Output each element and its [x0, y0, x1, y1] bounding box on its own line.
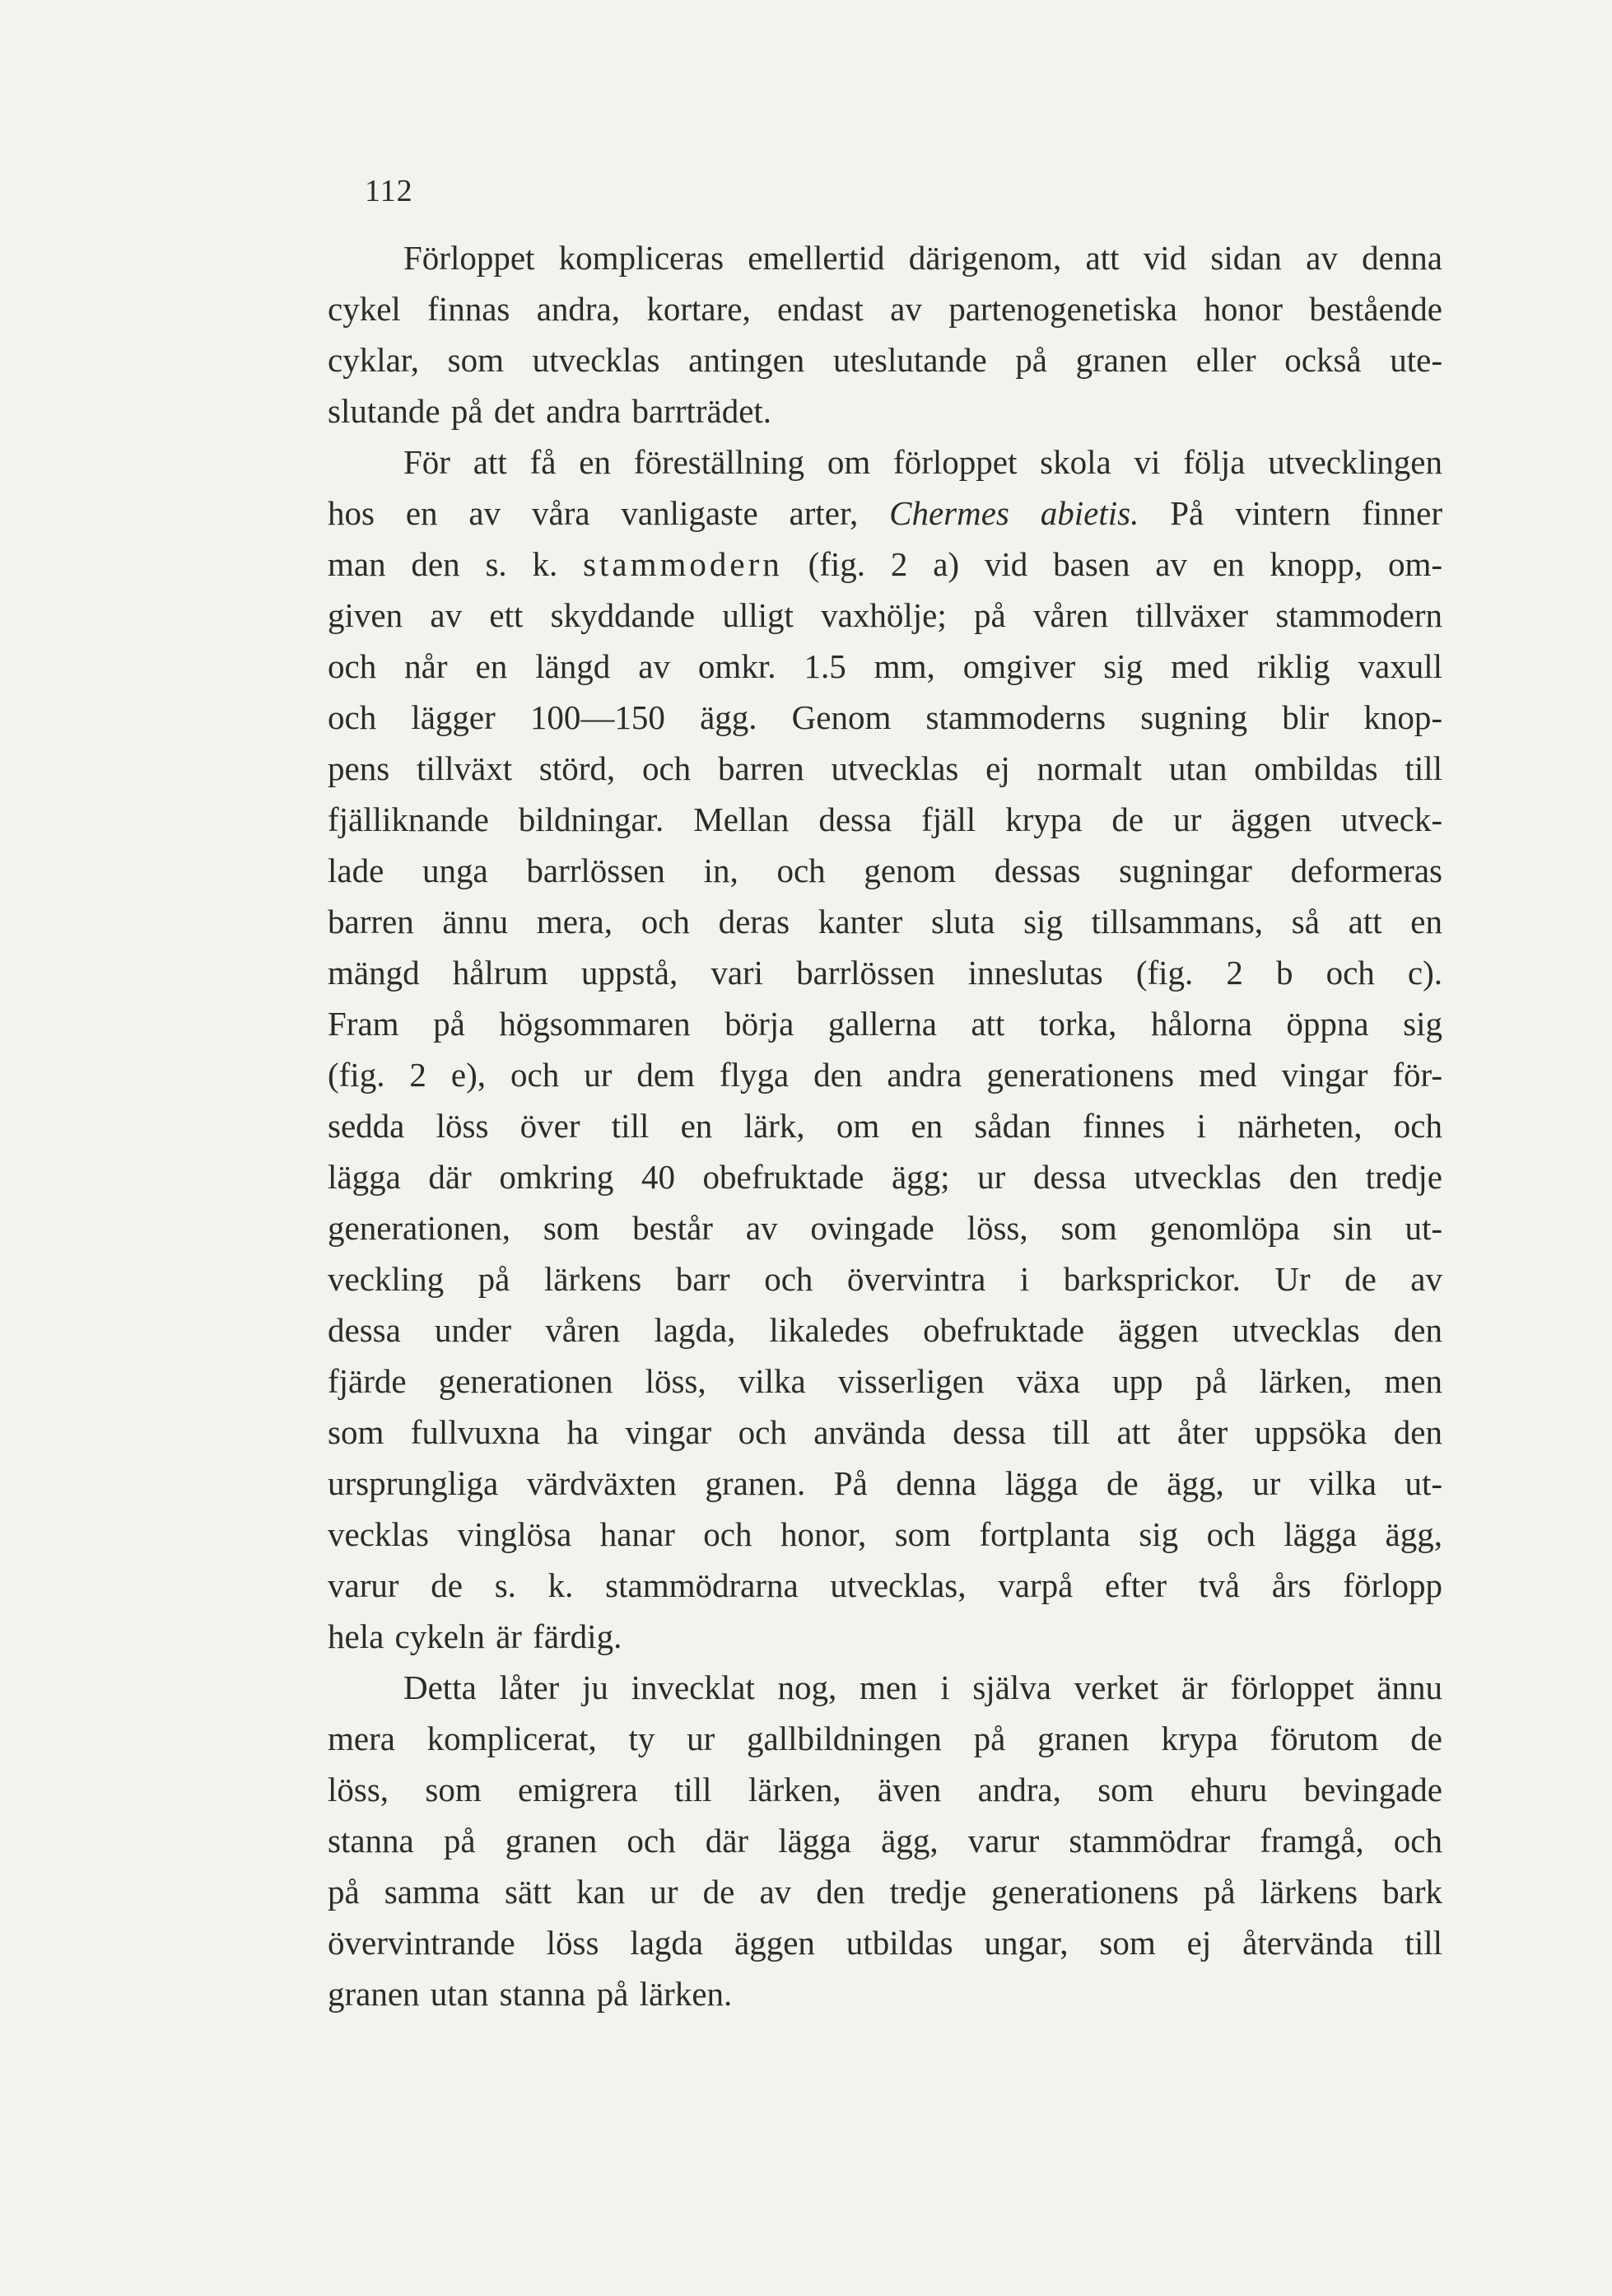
text-segment: man den s. k.: [328, 545, 584, 583]
text-line: övervintrande löss lagda äggen utbildas ungar, som ej återvända till: [328, 1924, 1442, 1962]
text-line: Fram på högsommaren börja gallerna att torka, hålorna öppna sig: [328, 1005, 1442, 1043]
text-line: veckling på lärkens barr och övervintra i barksprickor. Ur de av: [328, 1260, 1442, 1298]
text-line: fjälliknande bildningar. Mellan dessa fjäll krypa de ur äggen utveck-: [328, 800, 1442, 838]
text-line: lägga där omkring 40 obefruktade ägg; ur dessa utvecklas den tredje: [328, 1158, 1442, 1196]
text-line: För att få en föreställning om förloppet skola vi följa utvecklingen: [403, 443, 1442, 481]
text-line: granen utan stanna på lärken.: [328, 1975, 733, 2013]
text-line: lade unga barrlössen in, och genom dessas sugningar deformeras: [328, 852, 1442, 889]
text-line: varur de s. k. stammödrarna utvecklas, varpå efter två års förlopp: [328, 1566, 1442, 1604]
text-line: stanna på granen och där lägga ägg, varur stammödrar framgå, och: [328, 1822, 1442, 1860]
text-line: [328, 539, 1442, 590]
text-line: sedda löss över till en lärk, om en sådan finnes i närheten, och: [328, 1107, 1442, 1145]
text-line: generationen, som består av ovingade löss, som genomlöpa sin ut-: [328, 1209, 1442, 1247]
text-line: som fullvuxna ha vingar och använda dessa till att åter uppsöka den: [328, 1413, 1442, 1451]
text-line: löss, som emigrera till lärken, även andra, som ehuru bevingade: [328, 1771, 1442, 1808]
species-name: Chermes abietis.: [889, 494, 1139, 532]
paragraph: [328, 436, 1442, 1662]
emphasized-term: stammodern: [583, 545, 783, 583]
text-line: ursprungliga värdväxten granen. På denna lägga de ägg, ur vilka ut-: [328, 1464, 1442, 1502]
text-line: mera komplicerat, ty ur gallbildningen på granen krypa förutom de: [328, 1720, 1442, 1757]
text-line: cykel finnas andra, kortare, endast av partenogenetiska honor bestående: [328, 290, 1442, 328]
text-line: Detta låter ju invecklat nog, men i själva verket är förloppet ännu: [403, 1668, 1442, 1706]
text-line: mängd hålrum uppstå, vari barrlössen inneslutas (fig. 2 b och c).: [328, 954, 1442, 992]
text-line: slutande på det andra barrträdet.: [328, 392, 772, 430]
text-line: (fig. 2 e), och ur dem flyga den andra generationens med vingar för-: [328, 1056, 1442, 1094]
paragraph: [328, 1662, 1442, 2019]
text-line: och lägger 100—150 ägg. Genom stammoderns sugning blir knop-: [328, 698, 1442, 736]
paragraph: [328, 232, 1442, 436]
text-line: och når en längd av omkr. 1.5 mm, omgiver sig med riklig vaxull: [328, 647, 1442, 685]
text-line: Förloppet kompliceras emellertid därigenom, att vid sidan av denna: [403, 239, 1442, 277]
text-line: cyklar, som utvecklas antingen uteslutande på granen eller också ute-: [328, 341, 1442, 379]
text-line: [328, 488, 1442, 539]
text-line: dessa under våren lagda, likaledes obefruktade äggen utvecklas den: [328, 1311, 1442, 1349]
text-line: given av ett skyddande ulligt vaxhölje; på våren tillväxer stammodern: [328, 596, 1442, 634]
text-segment: hos en av våra vanligaste arter,: [328, 494, 890, 532]
text-line: hela cykeln är färdig.: [328, 1617, 622, 1655]
text-segment: (fig. 2 a) vid basen av en knopp, om-: [782, 545, 1442, 583]
text-line: pens tillväxt störd, och barren utvecklas ej normalt utan ombildas till: [328, 749, 1442, 787]
page-number: 112: [365, 174, 413, 208]
text-line: barren ännu mera, och deras kanter sluta sig tillsammans, så att en: [328, 903, 1442, 940]
text-segment: På vintern finner: [1139, 494, 1442, 532]
body-text: [328, 232, 1442, 2019]
text-line: vecklas vinglösa hanar och honor, som fortplanta sig och lägga ägg,: [328, 1515, 1442, 1553]
text-line: fjärde generationen löss, vilka visserligen växa upp på lärken, men: [328, 1362, 1442, 1400]
text-line: på samma sätt kan ur de av den tredje generationens på lärkens bark: [328, 1873, 1442, 1911]
